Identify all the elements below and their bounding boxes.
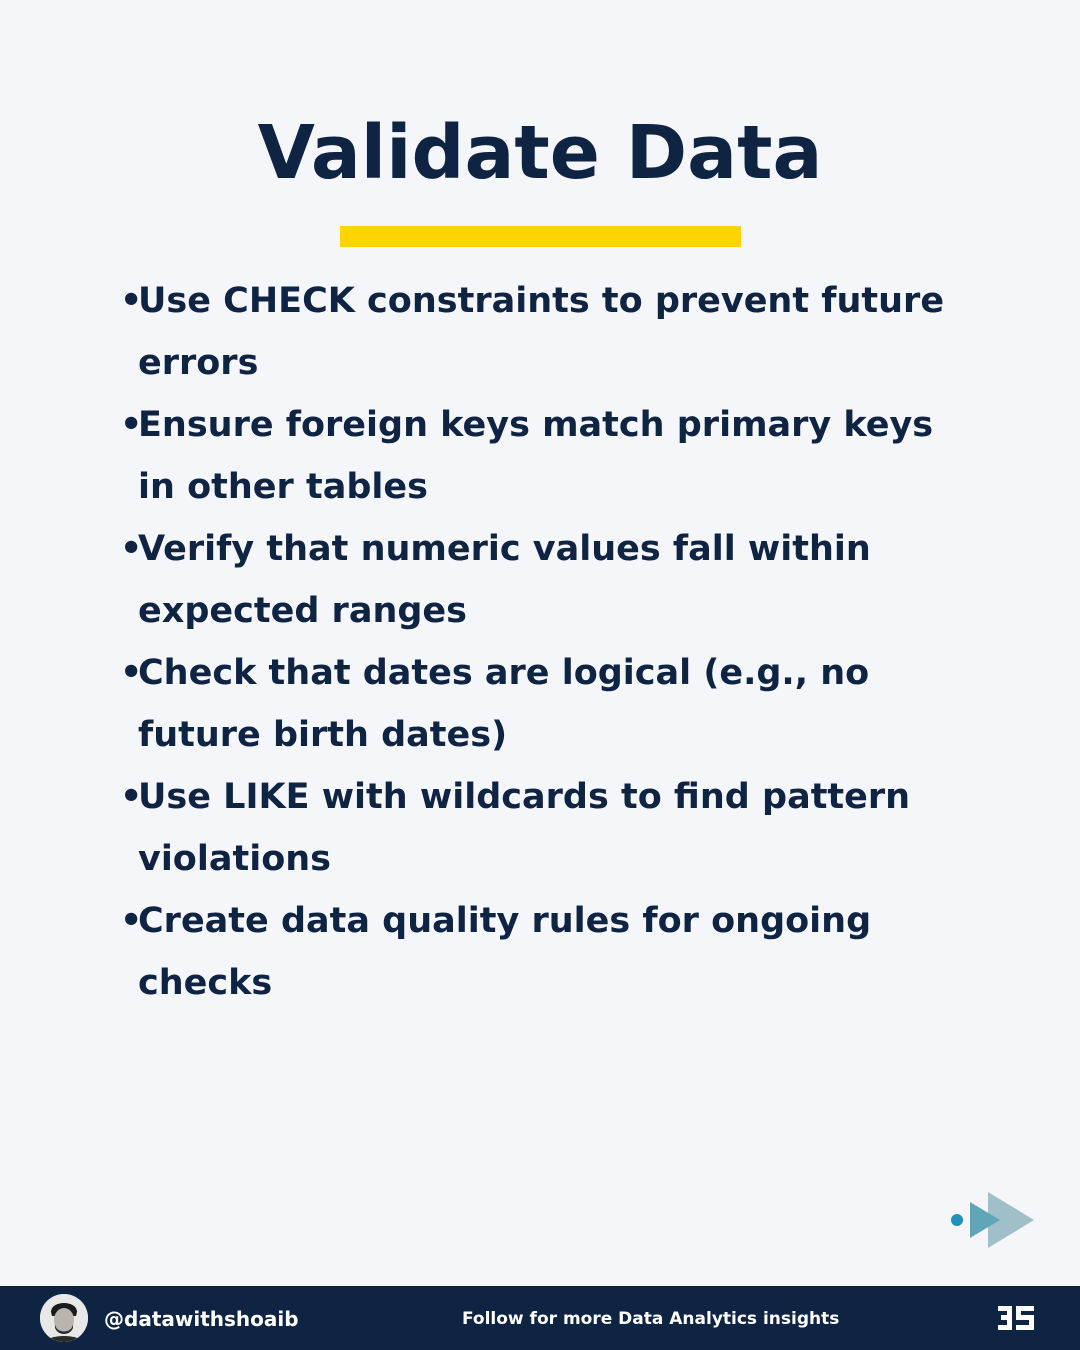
- bullet-marker: •: [120, 529, 143, 569]
- bullet-text: Use CHECK constraints to prevent future errors: [138, 281, 945, 383]
- bullet-marker: •: [120, 281, 143, 321]
- bullet-marker: •: [120, 653, 143, 693]
- bullet-item: [120, 518, 980, 642]
- page-title: Validate Data: [257, 110, 823, 196]
- bullet-marker: •: [120, 777, 143, 817]
- bullet-item: [120, 270, 980, 394]
- bullet-text: Check that dates are logical (e.g., no future birth dates): [138, 653, 870, 755]
- avatar-svg: [40, 1294, 88, 1342]
- avatar-icon: [40, 1294, 88, 1342]
- brand-logo-svg: [996, 1304, 1036, 1332]
- arrow-dot: [951, 1214, 963, 1226]
- footer-cta: Follow for more Data Analytics insights: [462, 1309, 840, 1329]
- footer-bar: [0, 1286, 1080, 1350]
- bullet-text: Verify that numeric values fall within expected ranges: [138, 529, 871, 631]
- footer-handle[interactable]: @datawithshoaib: [104, 1307, 299, 1331]
- bullet-item: [120, 890, 980, 1014]
- next-arrows-svg: [946, 1188, 1040, 1252]
- bullet-item: [120, 766, 980, 890]
- bullet-marker: •: [120, 405, 143, 445]
- bullet-text: Ensure foreign keys match primary keys in other tables: [138, 405, 934, 507]
- bullet-item: [120, 394, 980, 518]
- bullet-text: Create data quality rules for ongoing checks: [138, 901, 872, 1003]
- bullet-text: Use LIKE with wildcards to find pattern violations: [138, 777, 911, 879]
- bullet-marker: •: [120, 901, 143, 941]
- brand-logo-icon: [996, 1304, 1036, 1332]
- title-underline: [340, 226, 741, 247]
- bullet-item: [120, 642, 980, 766]
- next-arrows-icon[interactable]: [946, 1188, 1040, 1252]
- bullet-list: [120, 270, 980, 1014]
